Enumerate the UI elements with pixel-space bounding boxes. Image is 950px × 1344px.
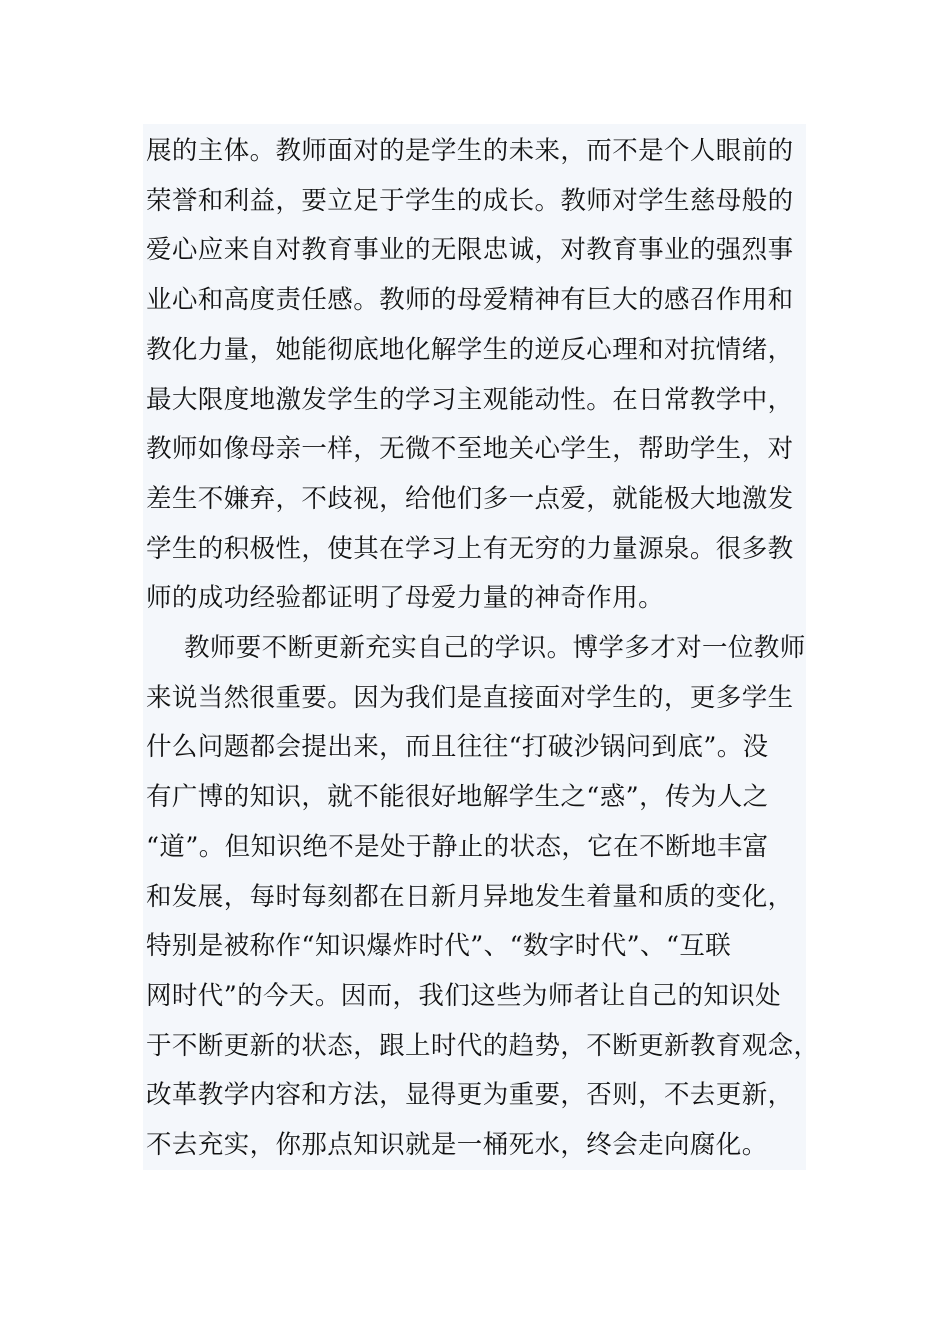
text-line: 差生不嫌弃，不歧视，给他们多一点爱，就能极大地激发 [146,483,794,514]
text-line: 来说当然很重要。因为我们是直接面对学生的，更多学生 [146,682,794,713]
text-line: 于不断更新的状态，跟上时代的趋势，不断更新教育观念， [146,1030,820,1061]
text-line: 最大限度地激发学生的学习主观能动性。在日常教学中， [146,384,794,415]
text-line: 有广博的知识，就不能很好地解学生之“惑”，传为人之 [146,782,769,813]
text-line: 爱心应来自对教育事业的无限忠诚，对教育事业的强烈事 [146,235,794,266]
text-line: 特别是被称作“知识爆炸时代”、“数字时代”、“互联 [146,931,732,962]
text-line: 改革教学内容和方法，显得更为重要，否则，不去更新， [146,1080,794,1111]
text-line: 和发展，每时每刻都在日新月异地发生着量和质的变化， [146,881,794,912]
text-line: 展的主体。教师面对的是学生的未来，而不是个人眼前的 [146,136,794,166]
text-line: 学生的积极性，使其在学习上有无穷的力量源泉。很多教 [146,533,794,564]
text-line: 什么问题都会提出来，而且往往“打破沙锅问到底”。没 [146,732,769,763]
text-line: 业心和高度责任感。教师的母爱精神有巨大的感召作用和 [146,285,794,316]
text-block [143,124,820,1170]
text-line: “道”。但知识绝不是处于静止的状态，它在不断地丰富 [146,831,769,862]
text-line: 荣誉和利益，要立足于学生的成长。教师对学生慈母般的 [146,185,794,216]
paragraph-start-line: 教师要不断更新充实自己的学识。博学多才对一位教师 [184,633,806,663]
text-line: 不去充实，你那点知识就是一桶死水，终会走向腐化。 [146,1130,768,1160]
text-line: 网时代”的今天。因而，我们这些为师者让自己的知识处 [146,980,782,1011]
text-line: 师的成功经验都证明了母爱力量的神奇作用。 [146,583,665,614]
text-line: 教化力量，她能彻底地化解学生的逆反心理和对抗情绪， [146,334,794,365]
text-line: 教师如像母亲一样，无微不至地关心学生，帮助学生，对 [146,434,794,465]
